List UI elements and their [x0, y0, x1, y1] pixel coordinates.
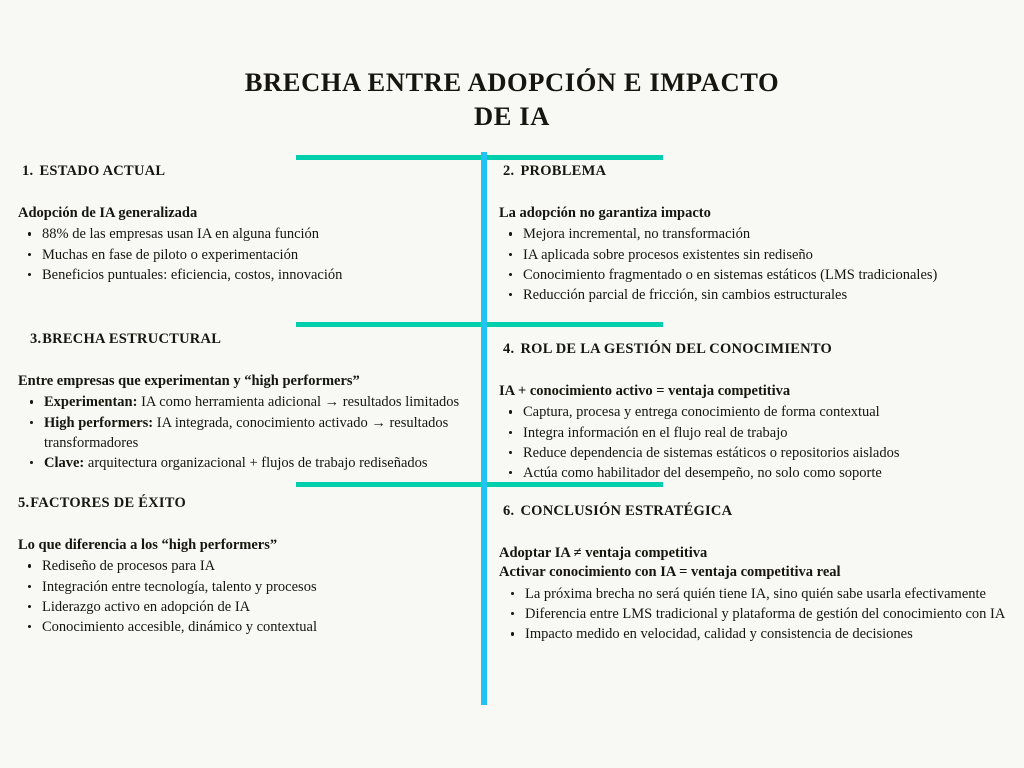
list-item — [18, 577, 474, 597]
section-number: 3. — [30, 331, 42, 347]
section-heading — [499, 163, 1007, 180]
section-heading-label: BRECHA ESTRUCTURAL — [42, 331, 222, 347]
bullet-text: Liderazgo activo en adopción de IA — [42, 598, 251, 615]
list-item — [18, 413, 474, 453]
section-subheading: Entre empresas que experimentan y “high performers” — [18, 373, 360, 389]
section-heading-label: CONCLUSIÓN ESTRATÉGICA — [520, 503, 733, 519]
bullet-text: Rediseño de procesos para IA — [42, 558, 216, 575]
list-item — [499, 624, 1007, 644]
bullet-text: La próxima brecha no será quién tiene IA, sino quién sabe usarla efectivamente — [525, 585, 986, 602]
section-factores-de-exito — [18, 495, 474, 637]
list-item — [18, 392, 474, 412]
divider-horizontal-middle — [296, 322, 663, 327]
list-item — [18, 597, 474, 617]
section-number: 2. — [503, 163, 515, 179]
section-rol-gestion-conocimiento — [499, 341, 1007, 483]
section-conclusion-estrategica — [499, 503, 1007, 644]
section-subheading: Lo que diferencia a los “high performers” — [18, 537, 278, 553]
section-heading — [499, 341, 1007, 358]
bullet-text: IA integrada, conocimiento activado → resultados transformadores — [44, 414, 449, 451]
bullet-text: Captura, procesa y entrega conocimiento de forma contextual — [523, 404, 880, 421]
bullet-text: Reducción parcial de fricción, sin cambios estructurales — [523, 286, 848, 303]
section-number: 4. — [503, 341, 515, 357]
section-heading — [18, 331, 474, 348]
section-heading — [18, 495, 474, 512]
bullet-text: Diferencia entre LMS tradicional y plataforma de gestión del conocimiento con IA — [525, 605, 1006, 622]
list-item — [18, 265, 468, 285]
section-subheading: Adoptar IA ≠ ventaja competitiva — [499, 545, 708, 561]
bullet-text: Muchas en fase de piloto o experimentación — [42, 246, 299, 263]
divider-horizontal-bottom — [296, 482, 663, 487]
bullet-text: IA como herramienta adicional → resultados limitados — [137, 394, 460, 411]
list-item — [499, 265, 1007, 285]
list-item — [499, 584, 1007, 604]
list-item — [499, 245, 1007, 265]
list-item — [499, 224, 1007, 244]
list-item — [499, 285, 1007, 305]
list-item — [18, 245, 468, 265]
bullet-list — [499, 402, 1007, 483]
list-item — [499, 463, 1007, 483]
bullet-list — [18, 392, 474, 473]
section-subheading-secondary: Activar conocimiento con IA = ventaja competitiva real — [499, 564, 841, 581]
bullet-lead: Clave: — [44, 454, 85, 471]
section-estado-actual — [18, 163, 468, 285]
list-item — [499, 402, 1007, 422]
page-title-line-1: BRECHA ENTRE ADOPCIÓN E IMPACTO — [244, 67, 780, 97]
section-subheading: IA + conocimiento activo = ventaja competitiva — [499, 383, 791, 399]
list-item — [499, 604, 1007, 624]
bullet-list — [499, 584, 1007, 644]
section-number: 5. — [18, 495, 30, 511]
list-item — [18, 224, 468, 244]
divider-horizontal-top — [296, 155, 663, 160]
bullet-text: Mejora incremental, no transformación — [523, 226, 751, 243]
section-heading — [18, 163, 468, 180]
bullet-text: Conocimiento accesible, dinámico y contextual — [42, 618, 318, 635]
list-item — [18, 453, 474, 473]
bullet-text: Integra información en el flujo real de trabajo — [523, 424, 788, 441]
bullet-text: Impacto medido en velocidad, calidad y consistencia de decisiones — [525, 626, 913, 643]
section-subheading: Adopción de IA generalizada — [18, 205, 198, 221]
bullet-text: Integración entre tecnología, talento y procesos — [42, 578, 317, 595]
divider-vertical — [481, 152, 487, 705]
section-number: 6. — [503, 503, 515, 519]
bullet-text: Reduce dependencia de sistemas estáticos o repositorios aislados — [523, 444, 900, 461]
bullet-text: Conocimiento fragmentado o en sistemas estáticos (LMS tradicionales) — [523, 266, 938, 283]
bullet-lead: Experimentan: — [44, 394, 138, 411]
bullet-text: Actúa como habilitador del desempeño, no solo como soporte — [523, 464, 882, 481]
bullet-list — [499, 224, 1007, 305]
section-heading-label: ESTADO ACTUAL — [39, 163, 166, 179]
bullet-lead: High performers: — [44, 414, 154, 431]
list-item — [499, 423, 1007, 443]
list-item — [18, 617, 474, 637]
section-problema — [499, 163, 1007, 305]
bullet-text: Beneficios puntuales: eficiencia, costos, innovación — [42, 266, 343, 283]
section-heading-label: FACTORES DE ÉXITO — [30, 495, 186, 511]
section-heading-label: PROBLEMA — [520, 163, 607, 179]
section-subheading: La adopción no garantiza impacto — [499, 205, 711, 221]
bullet-text: arquitectura organizacional + flujos de trabajo rediseñados — [84, 454, 428, 471]
section-brecha-estructural — [18, 331, 474, 473]
list-item — [18, 556, 474, 576]
list-item — [499, 443, 1007, 463]
section-number: 1. — [22, 163, 34, 179]
section-heading — [499, 503, 1007, 520]
bullet-text: IA aplicada sobre procesos existentes sin rediseño — [523, 246, 813, 263]
bullet-list — [18, 556, 474, 637]
bullet-list — [18, 224, 468, 284]
page-title-line-2: DE IA — [474, 100, 550, 131]
bullet-text: 88% de las empresas usan IA en alguna función — [42, 226, 320, 243]
section-heading-label: ROL DE LA GESTIÓN DEL CONOCIMIENTO — [520, 341, 833, 357]
